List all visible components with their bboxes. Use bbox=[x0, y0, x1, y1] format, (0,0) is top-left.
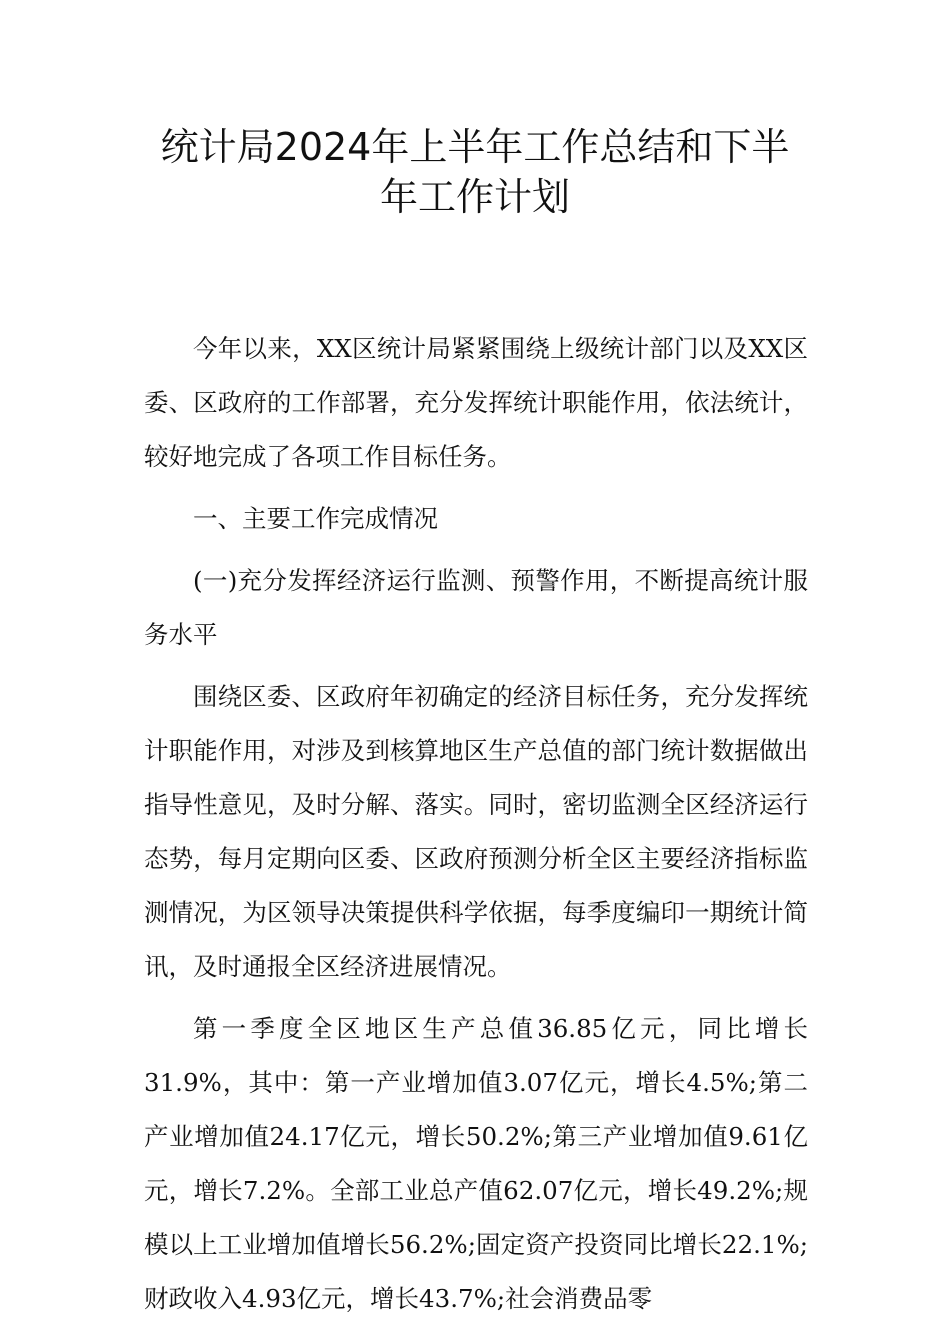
paragraph-intro: 今年以来，XX区统计局紧紧围绕上级统计部门以及XX区委、区政府的工作部署，充分发挥统计职能作用，依法统计，较好地完成了各项工作目标任务。 bbox=[144, 334, 808, 471]
section-heading-1: 一、主要工作完成情况 bbox=[193, 504, 438, 533]
document-title bbox=[140, 122, 810, 222]
subsection-heading-1: (一)充分发挥经济运行监测、预警作用，不断提高统计服务水平 bbox=[144, 566, 808, 649]
paragraph-monitoring: 围绕区委、区政府年初确定的经济目标任务，充分发挥统计职能作用，对涉及到核算地区生产总值的部门统计数据做出指导性意见，及时分解、落实。同时，密切监测全区经济运行态势，每月定期向区委、区政府预测分析全区主要经济指标监测情况，为区领导决策提供科学依据，每季度编印一期统计简讯，及时通报全区经济进展情况。 bbox=[144, 682, 808, 981]
document-body bbox=[144, 322, 808, 1326]
title-line-1: 统计局2024年上半年工作总结和下半 bbox=[160, 125, 790, 169]
paragraph-q1-statistics: 第一季度全区地区生产总值36.85亿元，同比增长31.9%，其中：第一产业增加值3.07亿元，增长4.5%;第二产业增加值24.17亿元，增长50.2%;第三产业增加值9.61亿元，增长7.2%。全部工业总产值62.07亿元，增长49.2%;规模以上工业增加值增长56.2%;固定资产投资同比增长22.1%;财政收入4.93亿元，增长43.7%;社会消费品零 bbox=[144, 1014, 808, 1313]
title-line-2: 年工作计划 bbox=[379, 175, 570, 219]
